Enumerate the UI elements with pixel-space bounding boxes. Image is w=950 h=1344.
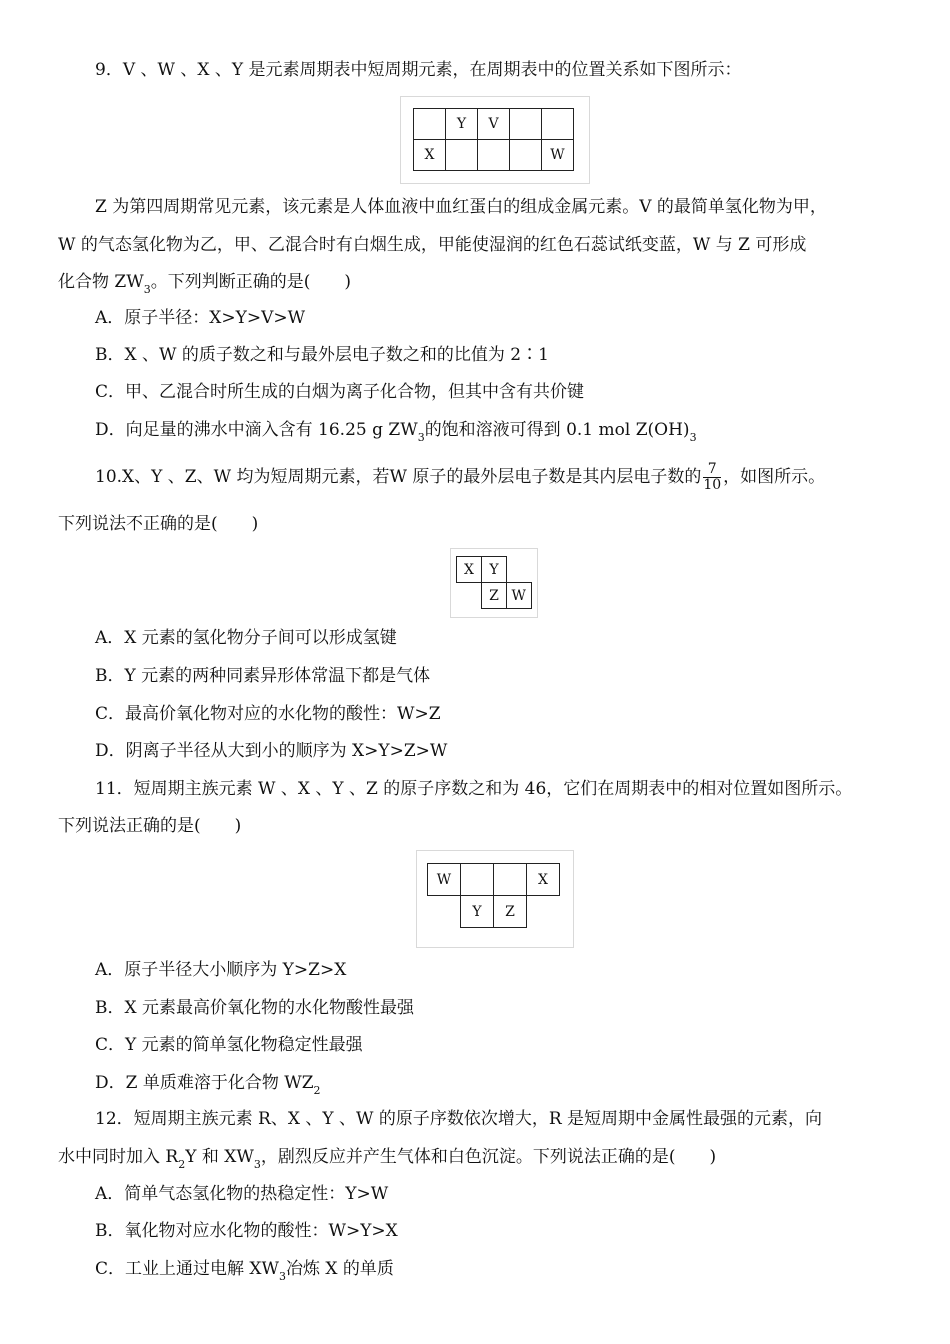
subscript: 3 xyxy=(253,1158,261,1171)
q9-para-line2: W 的气态氢化物为乙，甲、乙混合时有白烟生成，甲能使湿润的红色石蕊试纸变蓝，W 与 Z 可形成 xyxy=(58,235,807,255)
grid-cell xyxy=(478,140,510,171)
grid-cell: W xyxy=(507,583,532,609)
text: ，如图所示。 xyxy=(723,467,826,487)
subscript: 2 xyxy=(178,1158,186,1171)
grid-cell: X xyxy=(457,557,482,583)
text: 10.X、Y 、Z、W 均为短周期元素，若W 原子的最外层电子数是其内层电子数的 xyxy=(95,467,702,487)
q10-stem-line2: 下列说法不正确的是( ) xyxy=(58,514,259,534)
subscript: 3 xyxy=(279,1270,286,1283)
subscript: 3 xyxy=(417,431,425,444)
grid-cell xyxy=(414,109,446,140)
text: D．Z 单质难溶于化合物 WZ xyxy=(95,1073,314,1093)
q9-option-b: B．X 、W 的质子数之和与最外层电子数之和的比值为 2∶1 xyxy=(95,345,549,365)
q10-option-c: C．最高价氧化物对应的水化物的酸性：W>Z xyxy=(95,704,441,724)
q10-option-d: D．阴离子半径从大到小的顺序为 X>Y>Z>W xyxy=(95,741,448,761)
q9-option-a: A．原子半径：X>Y>V>W xyxy=(95,308,306,328)
q10-option-b: B．Y 元素的两种同素异形体常温下都是气体 xyxy=(95,666,431,686)
grid-cell: W xyxy=(542,140,574,171)
grid-cell: Y xyxy=(461,896,494,928)
text: 化合物 ZW xyxy=(58,272,144,292)
q12-option-a: A．简单气态氢化物的热稳定性：Y>W xyxy=(95,1184,389,1204)
grid-cell xyxy=(510,140,542,171)
grid-cell xyxy=(428,896,461,928)
grid-cell xyxy=(527,896,560,928)
text: 冶炼 X 的单质 xyxy=(286,1259,394,1279)
q11-option-a: A．原子半径大小顺序为 Y>Z>X xyxy=(95,960,347,980)
text: C．工业上通过电解 XW xyxy=(95,1259,279,1279)
grid-cell: X xyxy=(527,864,560,896)
grid-cell: Z xyxy=(482,583,507,609)
text: D．向足量的沸水中滴入含有 16.25 g ZW xyxy=(95,420,418,440)
text: 水中同时加入 R xyxy=(58,1147,179,1167)
grid-cell: V xyxy=(478,109,510,140)
q9-figure xyxy=(400,96,590,184)
fraction-denominator: 10 xyxy=(703,477,722,493)
q11-option-d xyxy=(95,1071,321,1095)
fraction xyxy=(703,462,721,493)
q10-option-a: A．X 元素的氢化物分子间可以形成氢键 xyxy=(95,628,397,648)
q11-figure xyxy=(416,850,574,948)
q11-option-b: B．X 元素最高价氧化物的水化物酸性最强 xyxy=(95,998,414,1018)
q10-periodic-grid xyxy=(456,556,532,609)
q11-stem: 11．短周期主族元素 W 、X 、Y 、Z 的原子序数之和为 46，它们在周期表中的相对位置如图所示。 xyxy=(95,779,853,799)
text: 。下列判断正确的是( ) xyxy=(150,272,351,292)
grid-cell xyxy=(457,583,482,609)
grid-cell: Z xyxy=(494,896,527,928)
text: Y 和 XW xyxy=(185,1147,254,1167)
q11-periodic-grid xyxy=(427,863,560,928)
grid-cell xyxy=(461,864,494,896)
q12-stem-line2 xyxy=(58,1145,716,1169)
grid-cell xyxy=(494,864,527,896)
q10-stem xyxy=(95,462,825,493)
subscript: 2 xyxy=(313,1084,321,1097)
grid-cell: W xyxy=(428,864,461,896)
q12-stem: 12．短周期主族元素 R、X 、Y 、W 的原子序数依次增大，R 是短周期中金属性最强的元素，向 xyxy=(95,1109,823,1129)
subscript: 3 xyxy=(143,283,151,296)
q9-option-c: C．甲、乙混合时所生成的白烟为离子化合物，但其中含有共价键 xyxy=(95,382,585,402)
q11-option-c: C．Y 元素的简单氢化物稳定性最强 xyxy=(95,1035,363,1055)
q11-stem-line2: 下列说法正确的是( ) xyxy=(58,816,242,836)
fraction-numerator: 7 xyxy=(703,462,721,478)
q10-figure xyxy=(450,548,538,618)
grid-cell xyxy=(542,109,574,140)
q9-option-d xyxy=(95,418,697,442)
subscript: 3 xyxy=(689,431,697,444)
q12-option-b: B．氧化物对应水化物的酸性：W>Y>X xyxy=(95,1221,398,1241)
text: ，剧烈反应并产生气体和白色沉淀。下列说法正确的是( ) xyxy=(260,1147,717,1167)
q9-stem: 9．V 、W 、X 、Y 是元素周期表中短周期元素，在周期表中的位置关系如下图所示： xyxy=(95,60,742,80)
grid-cell: Y xyxy=(446,109,478,140)
grid-cell xyxy=(446,140,478,171)
q9-para-line1: Z 为第四周期常见元素，该元素是人体血液中血红蛋白的组成金属元素。V 的最简单氢化物为甲， xyxy=(95,197,827,217)
text: 的饱和溶液可得到 0.1 mol Z(OH) xyxy=(424,420,690,440)
grid-cell: Y xyxy=(482,557,507,583)
q9-para-line3 xyxy=(58,270,351,294)
q9-periodic-grid xyxy=(413,108,574,171)
q12-option-c xyxy=(95,1257,394,1281)
grid-cell: X xyxy=(414,140,446,171)
grid-cell xyxy=(510,109,542,140)
grid-cell xyxy=(507,557,532,583)
